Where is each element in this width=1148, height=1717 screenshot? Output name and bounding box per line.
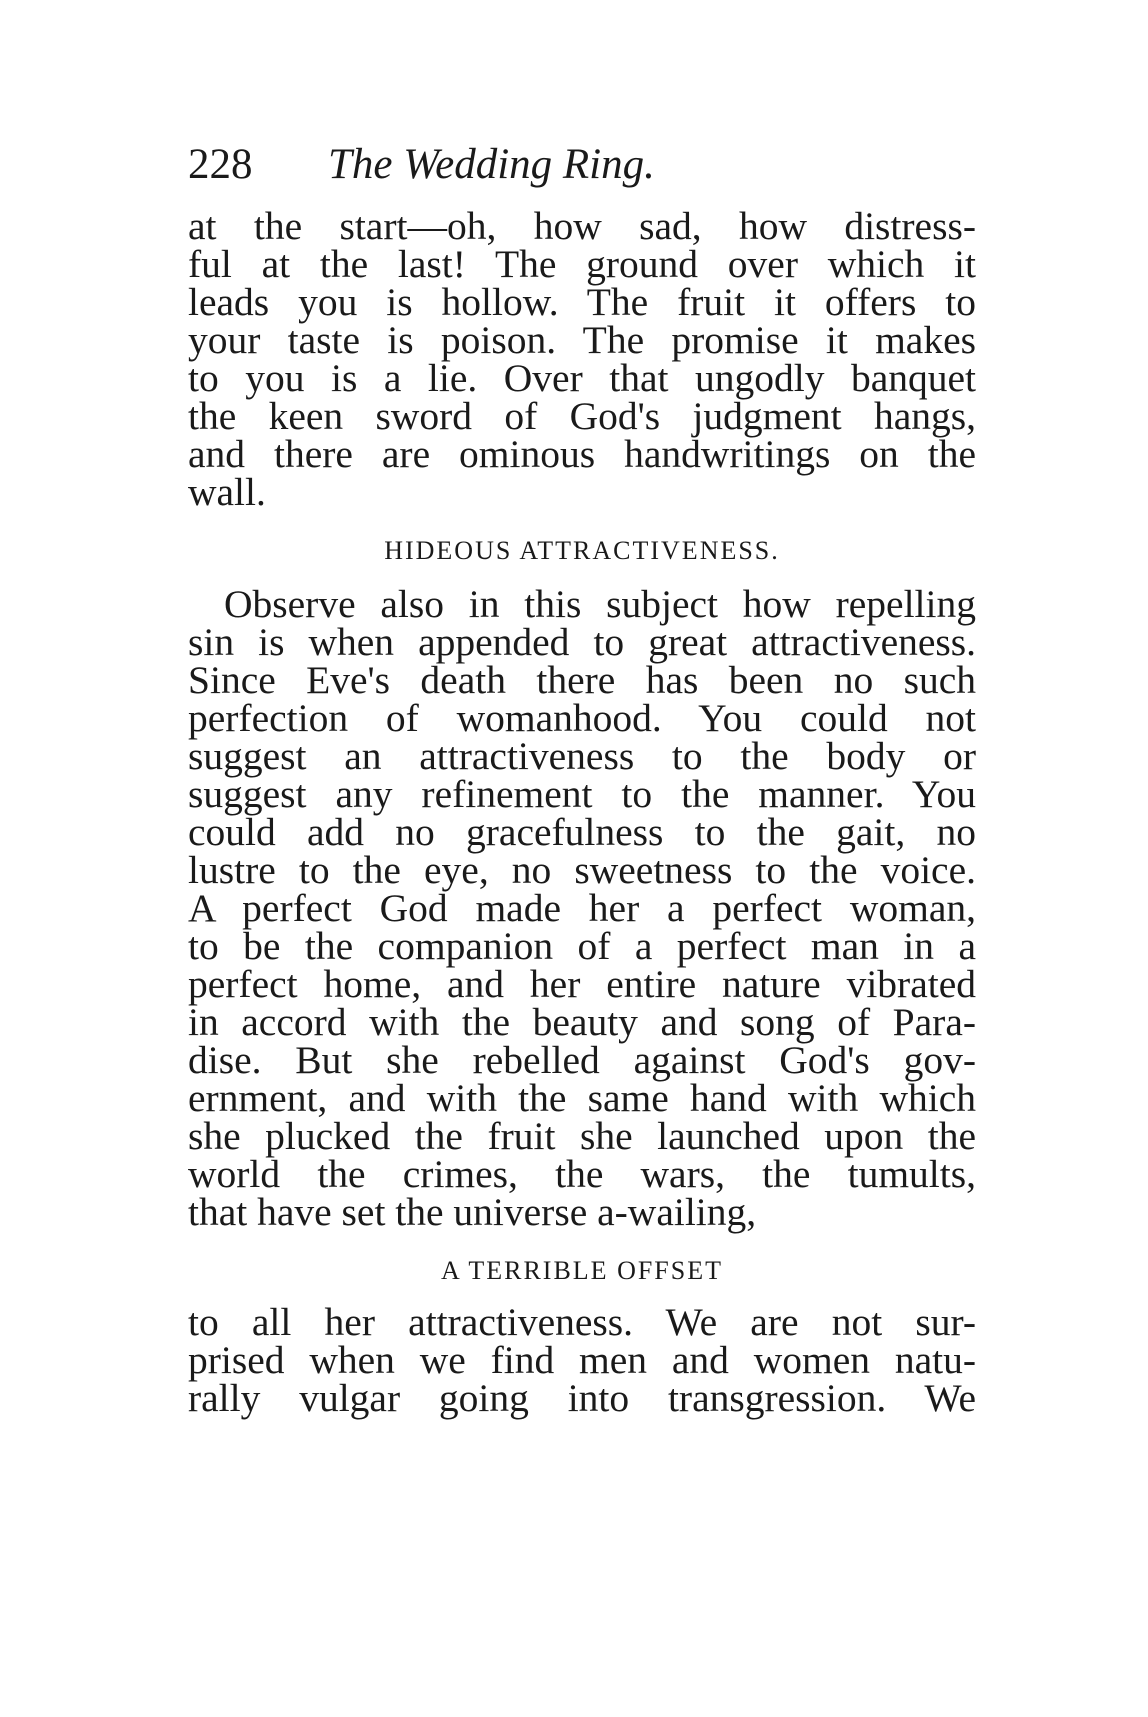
text-line: lustre to the eye, no sweetness to the voice.: [188, 848, 976, 892]
text-line: at the start—oh, how sad, how distress-: [188, 204, 976, 248]
section-heading: A TERRIBLE OFFSET: [440, 1256, 723, 1285]
text-line: in accord with the beauty and song of Para-: [188, 1000, 976, 1044]
text-line: A perfect God made her a perfect woman,: [188, 886, 976, 930]
page-header: [188, 140, 976, 200]
text-line: your taste is poison. The promise it makes: [188, 318, 976, 362]
text-line: Since Eve's death there has been no such: [188, 658, 976, 702]
text-line: could add no gracefulness to the gait, no: [188, 810, 976, 854]
text-line: to you is a lie. Over that ungodly banquet: [188, 356, 976, 400]
text-line: wall.: [188, 470, 266, 514]
text-line: perfect home, and her entire nature vibrated: [188, 962, 976, 1006]
text-line: ful at the last! The ground over which it: [188, 242, 976, 286]
text-line: she plucked the fruit she launched upon the: [188, 1114, 976, 1158]
text-line: leads you is hollow. The fruit it offers to: [188, 280, 976, 324]
section-heading: HIDEOUS ATTRACTIVENESS.: [384, 536, 780, 565]
text-line: Observe also in this subject how repelling: [224, 582, 976, 626]
text-line: prised when we find men and women natu-: [188, 1338, 976, 1382]
text-line: suggest an attractiveness to the body or: [188, 734, 976, 778]
text-line: dise. But she rebelled against God's gov-: [188, 1038, 976, 1082]
text-line: rally vulgar going into transgression. We: [188, 1376, 976, 1420]
text-line: to all her attractiveness. We are not sur-: [188, 1300, 976, 1344]
book-page: [188, 0, 976, 1717]
text-line: perfection of womanhood. You could not: [188, 696, 976, 740]
text-line: and there are ominous handwritings on the: [188, 432, 976, 476]
text-line: ernment, and with the same hand with which: [188, 1076, 976, 1120]
text-line: sin is when appended to great attractiveness.: [188, 620, 976, 664]
text-line: to be the companion of a perfect man in a: [188, 924, 976, 968]
running-title: The Wedding Ring.: [328, 141, 655, 188]
page-number: 228: [188, 141, 253, 188]
text-line: the keen sword of God's judgment hangs,: [188, 394, 976, 438]
text-line: world the crimes, the wars, the tumults,: [188, 1152, 976, 1196]
text-line: suggest any refinement to the manner. You: [188, 772, 976, 816]
text-line: that have set the universe a-wailing,: [188, 1190, 757, 1234]
